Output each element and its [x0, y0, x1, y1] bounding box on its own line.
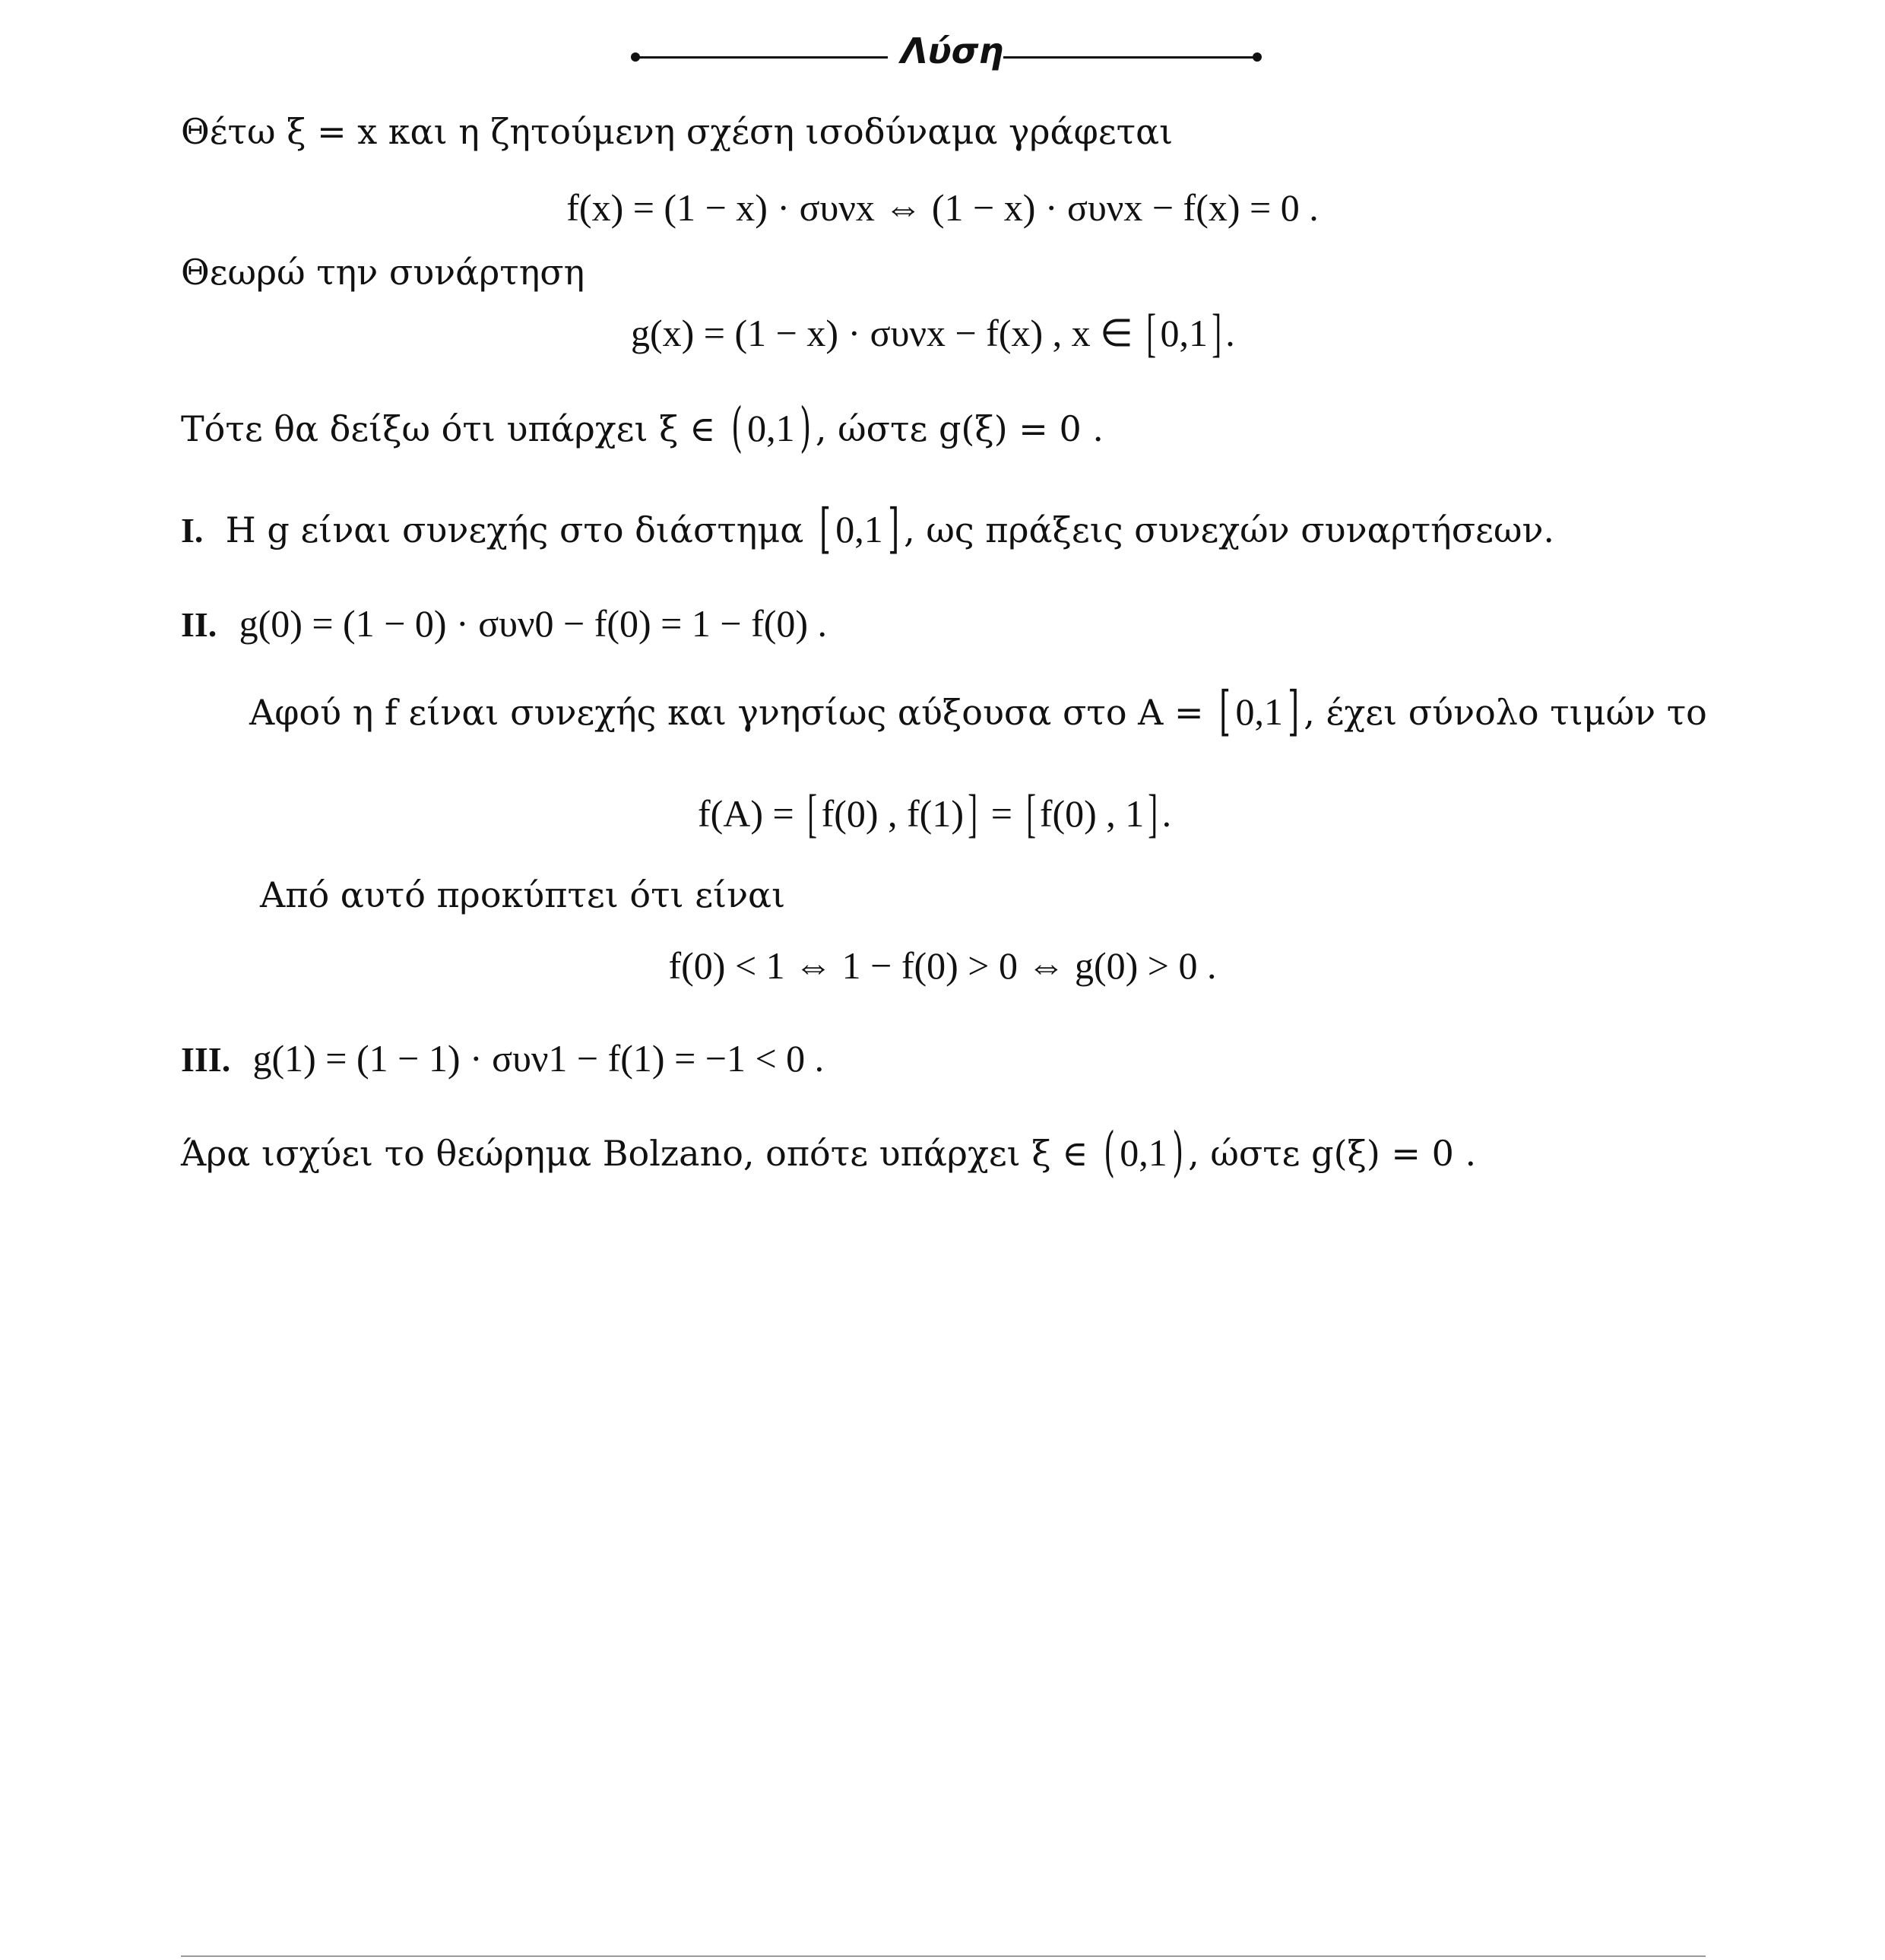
interval-text: 0,1 [1235, 690, 1283, 733]
footer-rule [181, 1955, 1706, 1957]
interval-text: 0,1 [747, 407, 795, 449]
equation-text: g(x) = (1 − x) · συνx − f(x) , x ∈ [631, 312, 1143, 354]
equation-text: f(0) , f(1) [821, 792, 964, 835]
equation-text: f(x) = (1 − x) · συνx ⇔ (1 − x) · συνx − f(x) = 0 . [566, 186, 1319, 229]
right-paren: ) [1171, 1121, 1183, 1183]
section-title: Λύση [901, 30, 1004, 71]
equation-text: g(1) = (1 − 1) · συν1 − f(1) = −1 < 0 . [252, 1037, 825, 1080]
section-header [631, 30, 1262, 84]
text-line [249, 680, 1707, 742]
item-label: III. [181, 1040, 231, 1079]
paragraph-text: Θεωρώ την συνάρτηση [181, 252, 585, 293]
text-line [181, 601, 827, 648]
left-bracket: [ [1146, 304, 1157, 363]
equation [0, 185, 1885, 230]
equation-text: f(0) , 1 [1039, 792, 1145, 835]
paragraph-text: , ως πράξεις συνεχών συναρτήσεων. [904, 509, 1555, 550]
paragraph-text: , ώστε g(ξ) = 0 . [815, 408, 1104, 449]
equation-text: g(0) = (1 − 0) · συν0 − f(0) = 1 − f(0) . [239, 602, 828, 645]
paragraph-text: Από αυτό προκύπτει ότι είναι [260, 874, 786, 915]
paragraph-text: Τότε θα δείξω ότι υπάρχει ξ ∈ [181, 408, 727, 449]
left-paren: ( [730, 396, 743, 458]
equation [631, 304, 1235, 363]
equation-text: f(0) < 1 ⇔ 1 − f(0) > 0 ⇔ g(0) > 0 . [668, 944, 1217, 987]
paragraph-text: Θέτω ξ = x και η ζητούμενη σχέση ισοδύναμα γράφεται [181, 111, 1174, 152]
text-line [181, 396, 1104, 458]
interval-text: 0,1 [1160, 312, 1208, 354]
equation [698, 785, 1172, 843]
right-bracket: ] [1288, 680, 1300, 742]
item-label: I. [181, 511, 204, 550]
equation-text: f(A) = [698, 792, 804, 835]
text-line [181, 1121, 1477, 1183]
paragraph-text: , ώστε g(ξ) = 0 . [1188, 1133, 1477, 1174]
item-label: II. [181, 605, 217, 644]
left-bracket: [ [819, 497, 832, 560]
left-bracket: [ [1219, 680, 1231, 742]
text-line [181, 1036, 824, 1083]
equation-text: . [1225, 312, 1235, 354]
paragraph-text: , έχει σύνολο τιμών το [1304, 692, 1707, 733]
header-rule-right [1003, 56, 1254, 59]
left-paren: ( [1104, 1121, 1116, 1183]
text-line [181, 249, 585, 295]
right-bracket: ] [887, 497, 899, 560]
paragraph-text: Η g είναι συνεχής στο διάστημα [225, 509, 815, 550]
interval-text: 0,1 [1120, 1131, 1167, 1174]
left-bracket: [ [807, 785, 818, 843]
header-dot-right [1253, 52, 1262, 62]
equation [0, 943, 1885, 988]
right-bracket: ] [968, 785, 978, 843]
text-line [181, 109, 1173, 154]
left-bracket: [ [1025, 785, 1036, 843]
right-paren: ) [799, 396, 811, 458]
paragraph-text: Αφού η f είναι συνεχής και γνησίως αύξουσα στο A = [249, 692, 1215, 733]
equation-text: = [981, 792, 1022, 835]
right-bracket: ] [1148, 785, 1158, 843]
interval-text: 0,1 [835, 508, 883, 550]
header-rule-left [637, 56, 888, 59]
right-bracket: ] [1212, 304, 1222, 363]
equation-text: . [1161, 792, 1172, 835]
text-line [260, 872, 785, 918]
text-line [181, 497, 1555, 560]
paragraph-text: Άρα ισχύει το θεώρημα Bolzano, οπότε υπάρχει ξ ∈ [181, 1133, 1099, 1174]
